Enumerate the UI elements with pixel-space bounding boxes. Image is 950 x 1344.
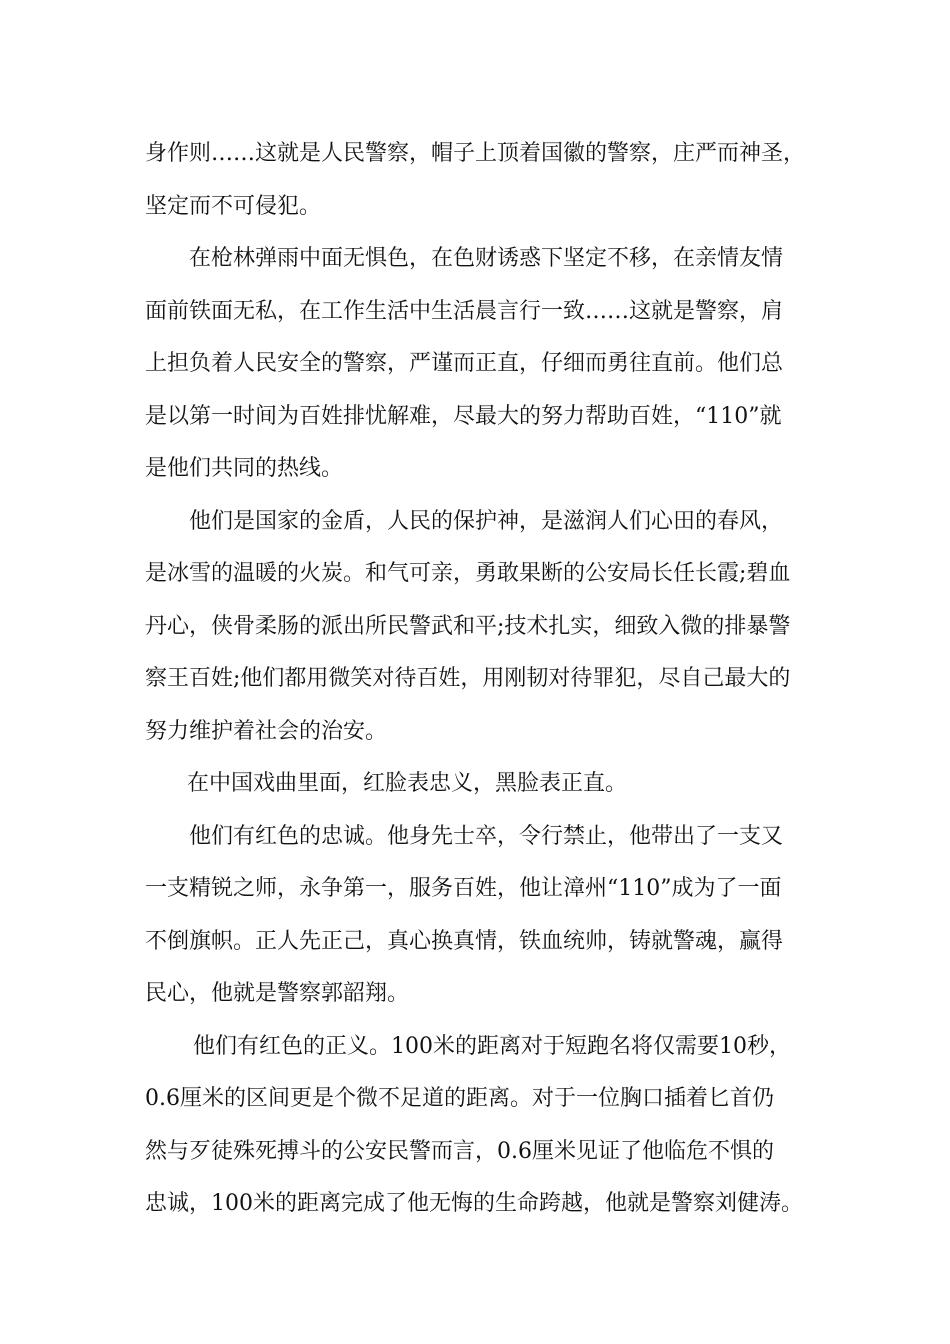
paragraph-start-line: 在枪林弹雨中面无惧色，在色财诱惑下坚定不移，在亲情友情 (189, 246, 784, 271)
text-line: 丹心，侠骨柔肠的派出所民警武和平;技术扎实，细致入微的排暴警 (145, 613, 791, 639)
text-line: 民心，他就是警察郭韶翔。 (145, 981, 410, 1006)
paragraph-start-line: 他们有红色的忠诚。他身先士卒，令行禁止，他带出了一支又 (189, 823, 784, 849)
text-line: 忠诚，100米的距离完成了他无悔的生命跨越，他就是警察刘健涛。 (145, 1191, 803, 1216)
body-text (145, 128, 835, 1231)
text-line: 是以第一时间为百姓排忧解难，尽最大的努力帮助百姓，“110”就 (145, 403, 782, 429)
paragraph-start-line: 在中国戏曲里面，红脸表忠义，黑脸表正直。 (187, 771, 628, 796)
text-line: 0.6厘米的区间更是个微不足道的距离。对于一位胸口插着匕首仍 (145, 1086, 774, 1111)
text-line: 上担负着人民安全的警察，严谨而正直，仔细而勇往直前。他们总 (145, 351, 784, 376)
paragraph-start-line: 他们是国家的金盾，人民的保护神，是滋润人们心田的春风， (189, 508, 784, 534)
paragraph-start-line: 他们有红色的正义。100米的距离对于短跑名将仅需要10秒， (193, 1033, 791, 1059)
text-line: 一支精锐之师，永争第一，服务百姓，他让漳州“110”成为了一面 (145, 876, 782, 901)
text-line: 身作则……这就是人民警察，帽子上顶着国徽的警察，庄严而神圣， (145, 141, 806, 166)
text-line: 努力维护着社会的治安。 (145, 718, 388, 744)
text-line: 面前铁面无私，在工作生活中生活晨言行一致……这就是警察，肩 (145, 298, 784, 324)
text-line: 是他们共同的热线。 (145, 456, 344, 481)
text-line: 坚定而不可侵犯。 (145, 193, 322, 219)
text-line: 察王百姓;他们都用微笑对待百姓，用刚韧对待罪犯，尽自己最大的 (145, 666, 791, 691)
text-line: 不倒旗帜。正人先正己，真心换真情，铁血统帅，铸就警魂，赢得 (145, 928, 784, 954)
text-line: 然与歹徒殊死搏斗的公安民警而言，0.6厘米见证了他临危不惧的 (145, 1138, 774, 1164)
text-line: 是冰雪的温暖的火炭。和气可亲，勇敢果断的公安局长任长霞;碧血 (145, 561, 791, 586)
